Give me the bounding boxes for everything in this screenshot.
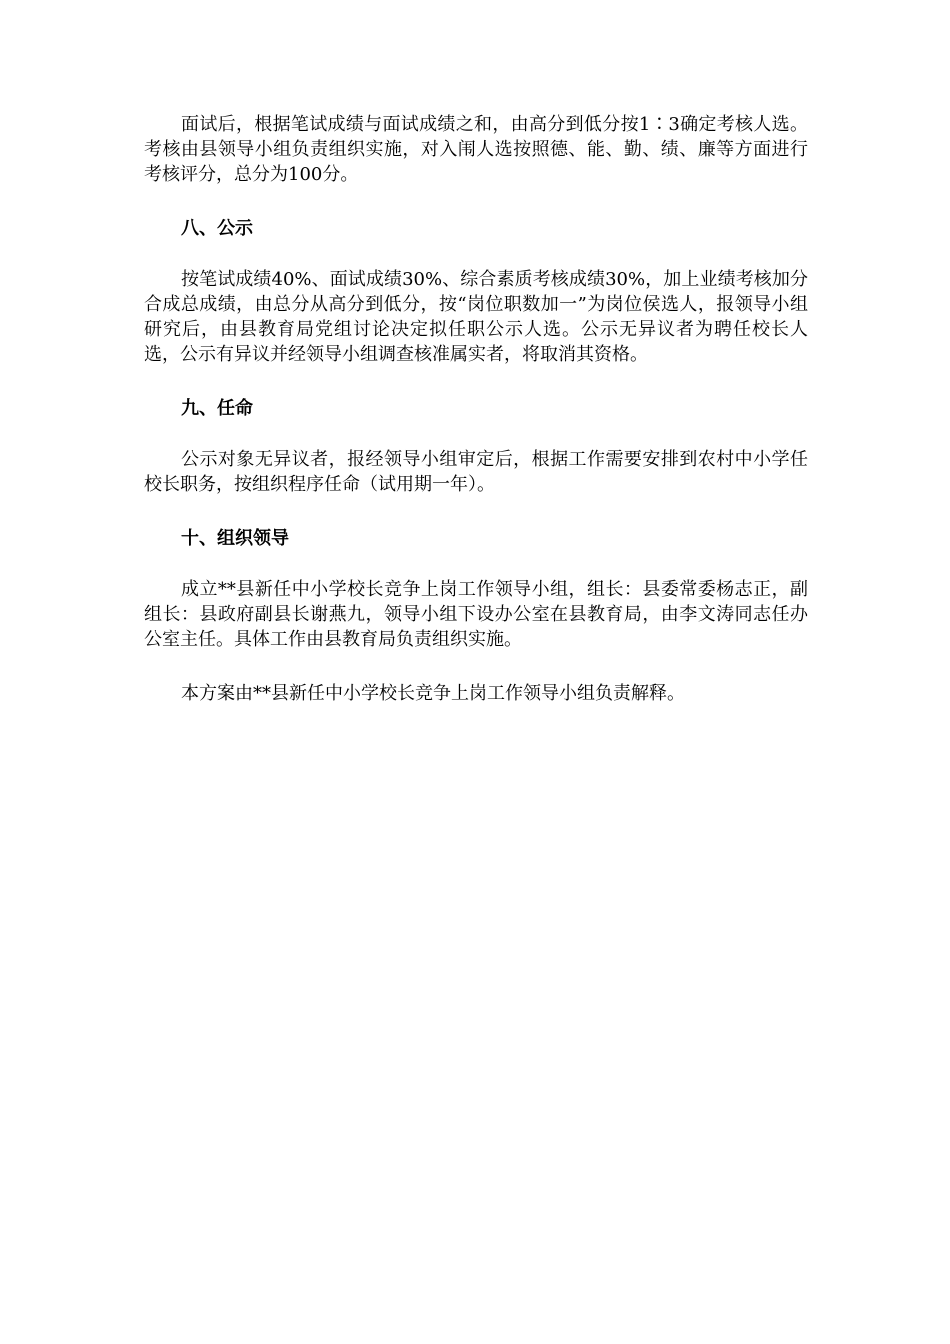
paragraph-interpretation: 本方案由**县新任中小学校长竞争上岗工作领导小组负责解释。 (181, 683, 685, 704)
heading-appointment: 九、任命 (181, 398, 253, 419)
heading-organization: 十、组织领导 (181, 528, 289, 549)
document-body (144, 112, 808, 706)
paragraph-organization: 成立**县新任中小学校长竞争上岗工作领导小组，组长：县委常委杨志正，副组长：县政府副县长谢燕九，领导小组下设办公室在县教育局，由李文涛同志任办公室主任。具体工作由县教育局负责组织实施。 (144, 579, 808, 650)
paragraph-publicity: 按笔试成绩40%、面试成绩30%、综合素质考核成绩30%，加上业绩考核加分合成总成绩，由总分从高分到低分，按“岗位职数加一”为岗位侯选人，报领导小组研究后，由县教育局党组讨论决定拟任职公示人选。公示无异议者为聘任校长人选，公示有异议并经领导小组调查核准属实者，将取消其资格。 (144, 269, 808, 365)
paragraph-assessment: 面试后，根据笔试成绩与面试成绩之和，由高分到低分按1∶3确定考核人选。考核由县领导小组负责组织实施，对入闱人选按照德、能、勤、绩、廉等方面进行考核评分，总分为100分。 (144, 114, 808, 185)
heading-publicity: 八、公示 (181, 218, 253, 239)
paragraph-appointment: 公示对象无异议者，报经领导小组审定后，根据工作需要安排到农村中小学任校长职务，按组织程序任命（试用期一年）。 (144, 449, 808, 495)
